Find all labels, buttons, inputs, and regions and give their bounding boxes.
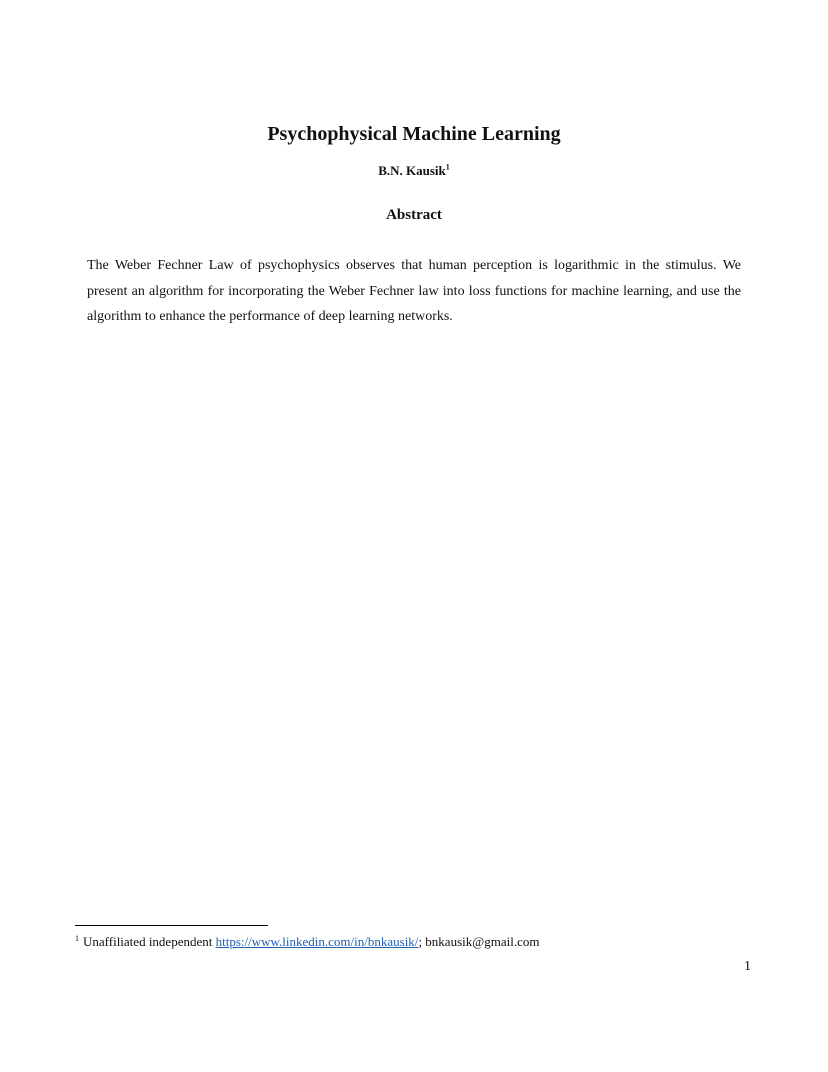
abstract-text: The Weber Fechner Law of psychophysics observes that human perception is logarithmic in the stimulus. We present an algorithm for incorporating the Weber Fechner law into loss functions for machine learning, and use the algorithm to enhance the performance of deep learning networks. [87, 258, 741, 324]
author-footnote-mark[interactable]: 1 [445, 162, 450, 172]
author-name: B.N. Kausik [378, 163, 446, 178]
abstract-heading: Abstract [386, 207, 442, 223]
footnote-divider [75, 925, 268, 926]
page-number: 1 [744, 959, 751, 974]
footnote-prefix: Unaffiliated independent [83, 934, 213, 949]
footnote [75, 933, 755, 951]
linkedin-link[interactable]: https://www.linkedin.com/in/bnkausik/ [215, 934, 419, 949]
author-line [0, 162, 828, 180]
footnote-mark: 1 [75, 933, 79, 943]
paper-title: Psychophysical Machine Learning [267, 123, 561, 145]
footnote-email: ; bnkausik@gmail.com [418, 934, 540, 949]
